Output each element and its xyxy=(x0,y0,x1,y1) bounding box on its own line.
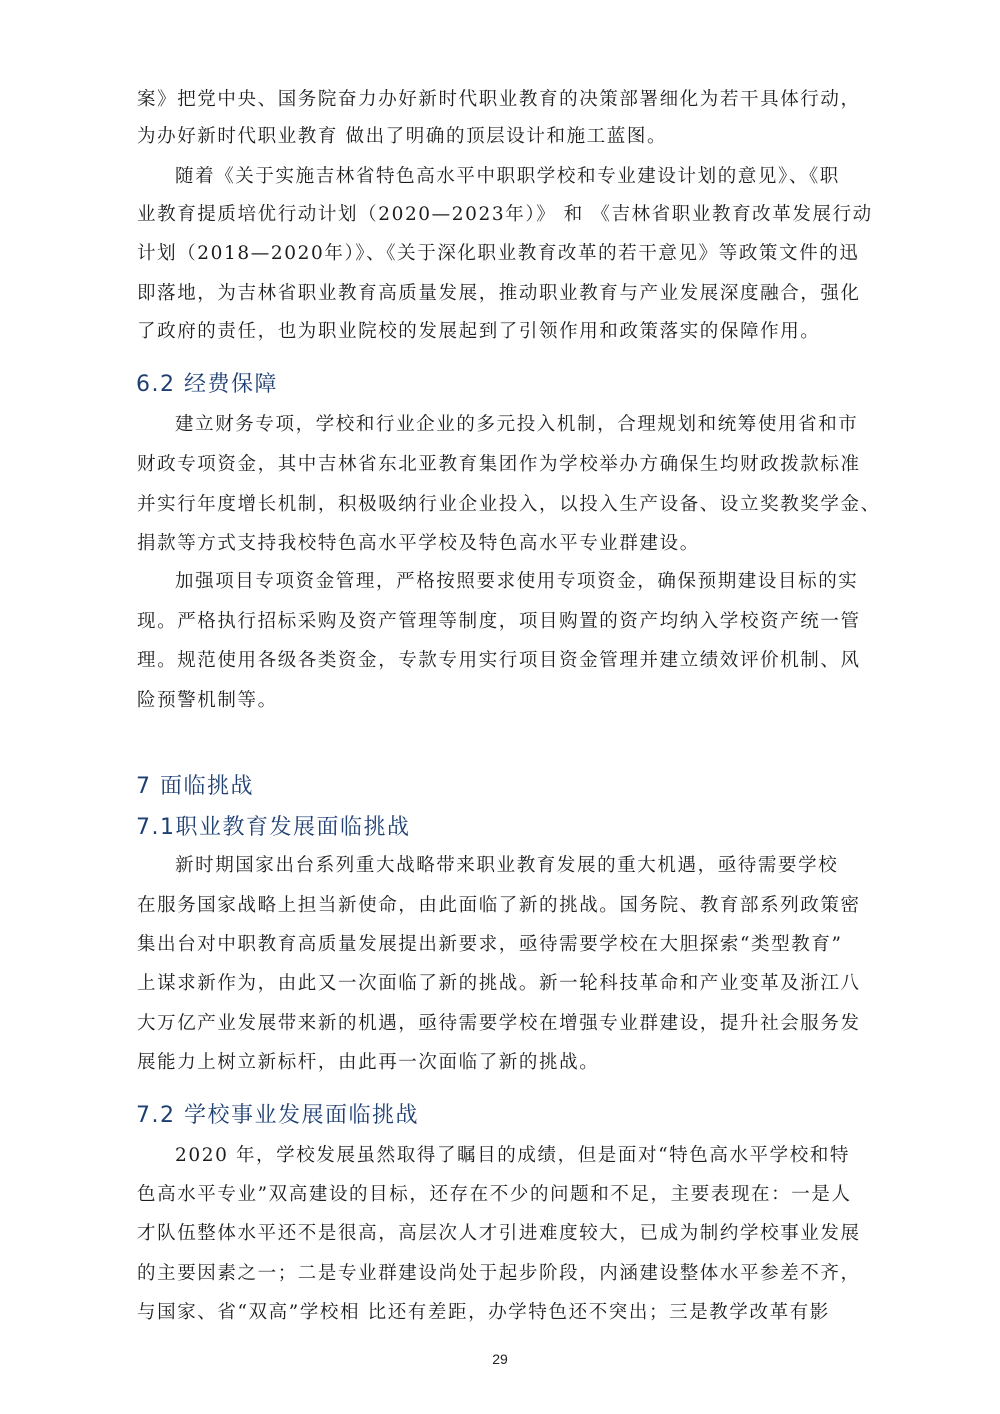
paragraph-line: 险预警机制等。 xyxy=(137,690,278,711)
section-heading-7-1: 7.1职业教育发展面临挑战 xyxy=(136,815,411,840)
paragraph-line: 即落地，为吉林省职业教育高质量发展，推动职业教育与产业发展深度融合，强化 xyxy=(137,283,861,304)
paragraph-line: 随着《关于实施吉林省特色高水平中职职学校和专业建设计划的意见》、《职 xyxy=(175,166,840,187)
paragraph-line: 建立财务专项，学校和行业企业的多元投入机制，合理规划和统筹使用省和市 xyxy=(175,414,859,435)
paragraph-line: 色高水平专业”双高建设的目标，还存在不少的问题和不足，主要表现在：一是人 xyxy=(137,1184,852,1205)
paragraph-line: 捐款等方式支持我校特色高水平学校及特色高水平专业群建设。 xyxy=(137,533,700,554)
paragraph-line: 现。严格执行招标采购及资产管理等制度，项目购置的资产均纳入学校资产统一管 xyxy=(137,611,861,632)
paragraph-line: 了政府的责任，也为职业院校的发展起到了引领作用和政策落实的保障作用。 xyxy=(137,321,821,342)
paragraph-line: 集出台对中职教育高质量发展提出新要求，亟待需要学校在大胆探索“类型教育” xyxy=(137,934,843,955)
paragraph-line: 才队伍整体水平还不是很高，高层次人才引进难度较大，已成为制约学校事业发展 xyxy=(137,1223,861,1244)
section-heading-6-2: 6.2 经费保障 xyxy=(136,372,278,397)
paragraph-line: 加强项目专项资金管理，严格按照要求使用专项资金，确保预期建设目标的实 xyxy=(175,571,859,592)
paragraph-line: 与国家、省“双高”学校相 比还有差距，办学特色还不突出；三是教学改革有影 xyxy=(137,1302,830,1323)
paragraph-line: 案》把党中央、国务院奋力办好新时代职业教育的决策部署细化为若干具体行动， xyxy=(137,89,861,110)
section-heading-7-2: 7.2 学校事业发展面临挑战 xyxy=(136,1103,419,1128)
paragraph-line: 理。规范使用各级各类资金，专款专用实行项目资金管理并建立绩效评价机制、风 xyxy=(137,650,861,671)
paragraph-line: 为办好新时代职业教育 做出了明确的顶层设计和施工蓝图。 xyxy=(137,126,668,147)
paragraph-line: 新时期国家出台系列重大战略带来职业教育发展的重大机遇，亟待需要学校 xyxy=(175,855,839,876)
paragraph-line: 在服务国家战略上担当新使命，由此面临了新的挑战。国务院、教育部系列政策密 xyxy=(137,895,861,916)
paragraph-line: 大万亿产业发展带来新的机遇，亟待需要学校在增强专业群建设，提升社会服务发 xyxy=(137,1013,861,1034)
paragraph-line: 的主要因素之一；二是专业群建设尚处于起步阶段，内涵建设整体水平参差不齐， xyxy=(137,1263,861,1284)
paragraph-line: 并实行年度增长机制，积极吸纳行业企业投入，以投入生产设备、设立奖教奖学金、 xyxy=(137,494,881,515)
page-number: 29 xyxy=(492,1351,508,1367)
paragraph-line: 上谋求新作为，由此又一次面临了新的挑战。新一轮科技革命和产业变革及浙江八 xyxy=(137,973,861,994)
paragraph-line: 计划（2018—2020年）》、《关于深化职业教育改革的若干意见》等政策文件的迅 xyxy=(137,243,860,264)
paragraph-line: 业教育提质培优行动计划（2020—2023年）》 和 《吉林省职业教育改革发展行动 xyxy=(137,204,873,225)
paragraph-line: 2020 年，学校发展虽然取得了瞩目的成绩，但是面对“特色高水平学校和特 xyxy=(175,1145,851,1166)
section-heading-7: 7 面临挑战 xyxy=(136,774,254,799)
paragraph-line: 展能力上树立新标杆，由此再一次面临了新的挑战。 xyxy=(137,1052,600,1073)
paragraph-line: 财政专项资金，其中吉林省东北亚教育集团作为学校举办方确保生均财政拨款标准 xyxy=(137,454,861,475)
